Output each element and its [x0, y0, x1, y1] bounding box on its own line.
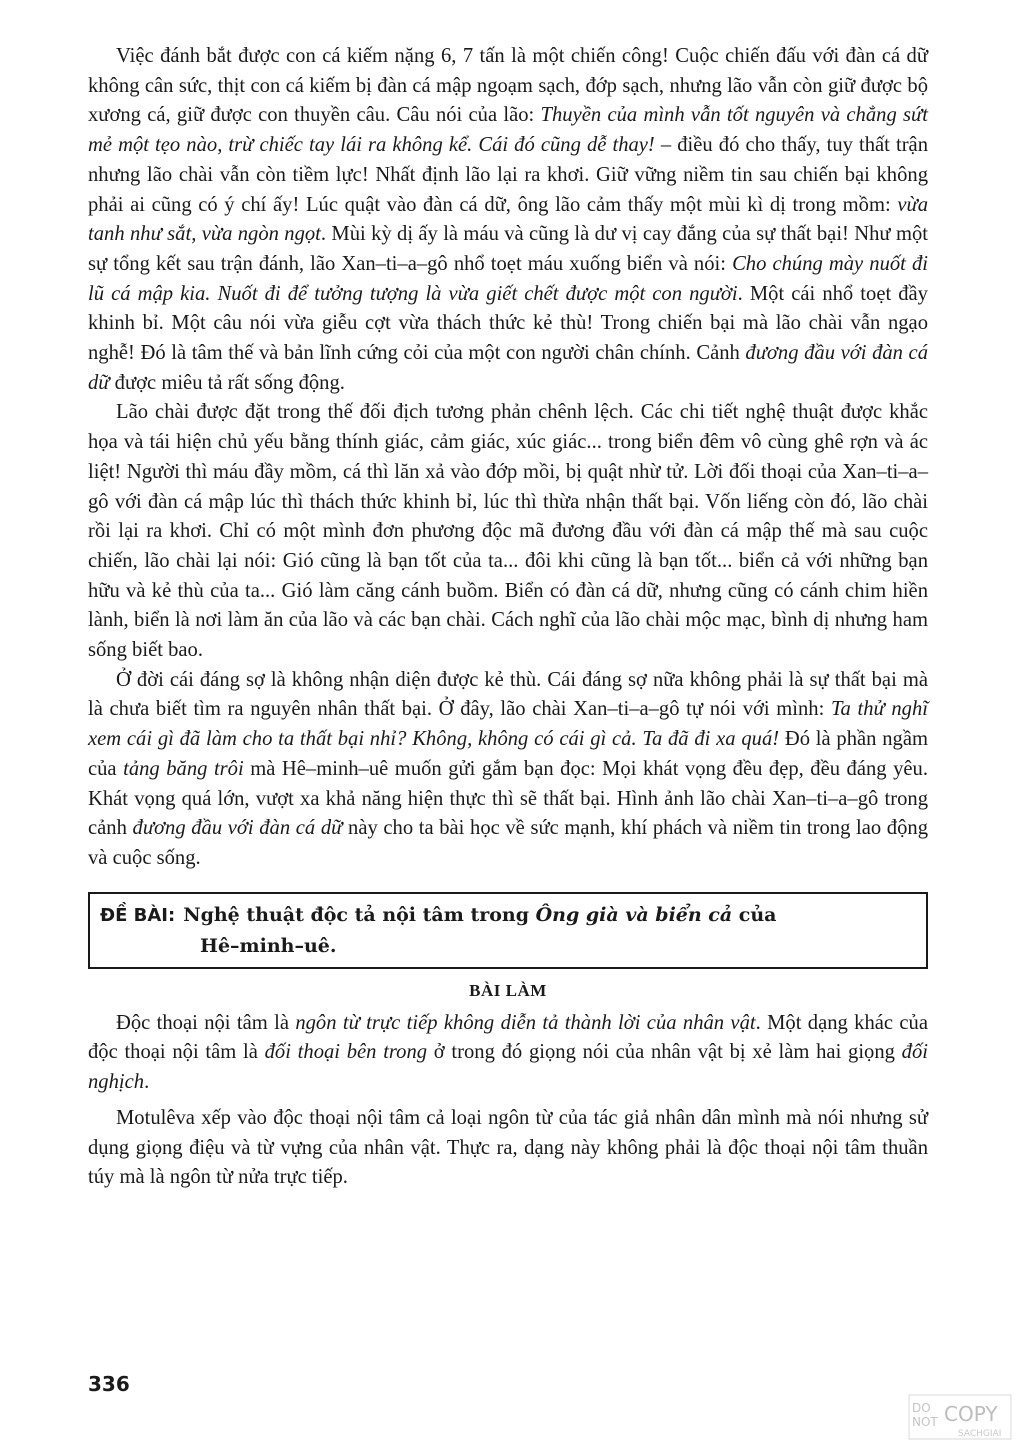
text-run: này cho ta bài học về sức mạnh, khí phách và niềm tin trong lao động và cuộc sống.	[88, 817, 928, 869]
italic-text: vừa tanh như sắt, vừa ngòn ngọt	[88, 193, 928, 246]
text-run: Độc thoại nội tâm là	[116, 1011, 296, 1034]
text-run: Ở đời cái đáng sợ là không nhận diện được kẻ thù. Cái đáng sợ nữa không phải là sự thất bại mà là chưa biết tìm ra nguyên nhân thất bại. Ở đây, lão chài Xan–ti–a–gô tự nói với mình:	[88, 668, 928, 721]
page-body	[88, 42, 928, 1193]
text-run: Motulêva xếp vào độc thoại nội tâm cả loại ngôn từ của tác giả nhân dân mình mà nói nhưng sử dụng giọng điệu và từ vựng của nhân vật. Thực ra, dạng này không phải là độc thoại nội tâm thuần túy mà là ngôn từ nửa trực tiếp.	[88, 1106, 928, 1189]
exercise-label: ĐỀ BÀI:	[100, 904, 176, 926]
text-run: Việc đánh bắt được con cá kiếm nặng 6, 7 tấn là một chiến công! Cuộc chiến đấu với đàn cá dữ không cân sức, thịt con cá kiếm bị đàn cá mập ngoạm sạch, đớp sạch, nhưng lão vẫn còn giữ được bộ xương cá, giữ được con thuyền câu. Câu nói của lão:	[88, 45, 928, 127]
text-run: được miêu tả rất sống động.	[109, 371, 345, 394]
exercise-text-line2: Hê–minh–uê.	[200, 934, 337, 957]
text-run: ở trong đó giọng nói của nhân vật bị xẻ làm hai giọng	[427, 1041, 902, 1064]
italic-text: Thuyền của mình vẫn tốt nguyên và chẳng sứt mẻ một tẹo nào, trừ chiếc tay lái ra không kể. Cái đó cũng dễ thay!	[88, 104, 928, 157]
text-run: . Một cái nhổ toẹt đầy khinh bỉ. Một câu nói vừa giễu cợt vừa thách thức kẻ thù! Trong chiến bại mà lão chài vẫn ngạo nghễ! Đó là tâm thế và bản lĩnh cứng cỏi của một con người chân chính. Cảnh	[88, 282, 928, 365]
exercise-work-title: Ông già và biển cả	[535, 903, 733, 926]
italic-text: Cho chúng mày nuốt đi lũ cá mập kia. Nuốt đi để tưởng tượng là vừa giết chết được một con người	[88, 252, 929, 305]
watermark-logo	[908, 1394, 1012, 1440]
text-run: – điều đó cho thấy, tuy thất trận nhưng lão chài vẫn còn tiềm lực! Nhất định lão lại ra khơi. Giữ vững niềm tin sau chiến bại không phải ai cũng có ý chí ấy! Lúc quật vào đàn cá dữ, ông lão cảm thấy một mùi kì dị trong mồm:	[88, 134, 928, 216]
page-number: 336	[88, 1372, 130, 1396]
text-run: . Mùi kỳ dị ấy là máu và cũng là dư vị cay đắng của sự thất bại! Như một sự tổng kết sau trận đánh, lão Xan–ti–a–gô nhổ toẹt máu xuống biển và nói:	[88, 223, 928, 275]
italic-text: đương đầu với đàn cá dữ	[88, 342, 928, 394]
body-text-bottom	[88, 1009, 928, 1193]
paragraph	[88, 42, 928, 398]
watermark-line1: DO	[912, 1401, 931, 1415]
paragraph	[88, 1104, 928, 1193]
italic-text: tảng băng trôi	[123, 757, 244, 780]
italic-text: đương đầu với đàn cá dữ	[132, 817, 343, 840]
exercise-text-after: của	[732, 903, 777, 926]
exercise-box	[88, 892, 928, 969]
paragraph	[88, 1009, 928, 1098]
text-run: Lão chài được đặt trong thế đối địch tương phản chênh lệch. Các chi tiết nghệ thuật được khắc họa và tái hiện chủ yếu bằng thính giác, cảm giác, xúc giác... trong biển đêm vô cùng ghê rợn và ác liệt! Người thì máu đầy mồm, cá thì lăn xả vào đớp mồi, bị quật nhừ tử. Lời đối thoại của Xan–ti–a–gô với đàn cá mập lúc thì thách thức khinh bỉ, lúc thì thừa nhận thất bại. Vốn liếng còn đó, lão chài rồi lại ra khơi. Chỉ có một mình đơn phương độc mã đương đầu với đàn cá mập thế mà sau cuộc chiến, lão chài lại nói: Gió cũng là bạn tốt của ta... đôi khi cũng là bạn tốt... biển cả với những bạn hữu và kẻ thù của ta... Gió làm căng cánh buồm. Biển có đàn cá dữ, nhưng cũng có cánh chim hiền lành, biển là nơi làm ăn của lão và các bạn chài. Cách nghĩ của lão chài mộc mạc, bình dị nhưng ham sống biết bao.	[88, 401, 928, 662]
italic-text: ngôn từ trực tiếp không diễn tả thành lời của nhân vật	[295, 1011, 756, 1034]
text-run: .	[144, 1071, 150, 1094]
body-text-top	[88, 42, 928, 874]
text-run: . Một dạng khác của độc thoại nội tâm là	[88, 1011, 928, 1064]
watermark-line2: NOT	[912, 1415, 938, 1429]
paragraph	[88, 398, 928, 665]
exercise-text-before: Nghệ thuật độc tả nội tâm trong	[183, 903, 536, 926]
text-run: mà Hê–minh–uê muốn gửi gắm bạn đọc: Mọi khát vọng đều đẹp, đều đáng yêu. Khát vọng quá lớn, vượt xa khả năng hiện thực thì sẽ thất bại. Hình ảnh lão chài Xan–ti–a–gô trong cảnh	[88, 757, 928, 840]
italic-text: đối nghịch	[88, 1041, 928, 1094]
text-run: Đó là phần ngầm của	[88, 728, 928, 780]
section-heading: BÀI LÀM	[469, 980, 547, 1000]
paragraph	[88, 666, 928, 874]
do-not-copy-stamp-icon	[908, 1394, 1012, 1440]
italic-text: đối thoại bên trong	[264, 1041, 428, 1064]
watermark-brand: SACHGIAI	[958, 1429, 1002, 1439]
italic-text: Ta thử nghĩ xem cái gì đã làm cho ta thất bại nhỉ? Không, không có cái gì cả. Ta đã đi xa quá!	[88, 698, 928, 751]
watermark-word: COPY	[944, 1402, 998, 1426]
